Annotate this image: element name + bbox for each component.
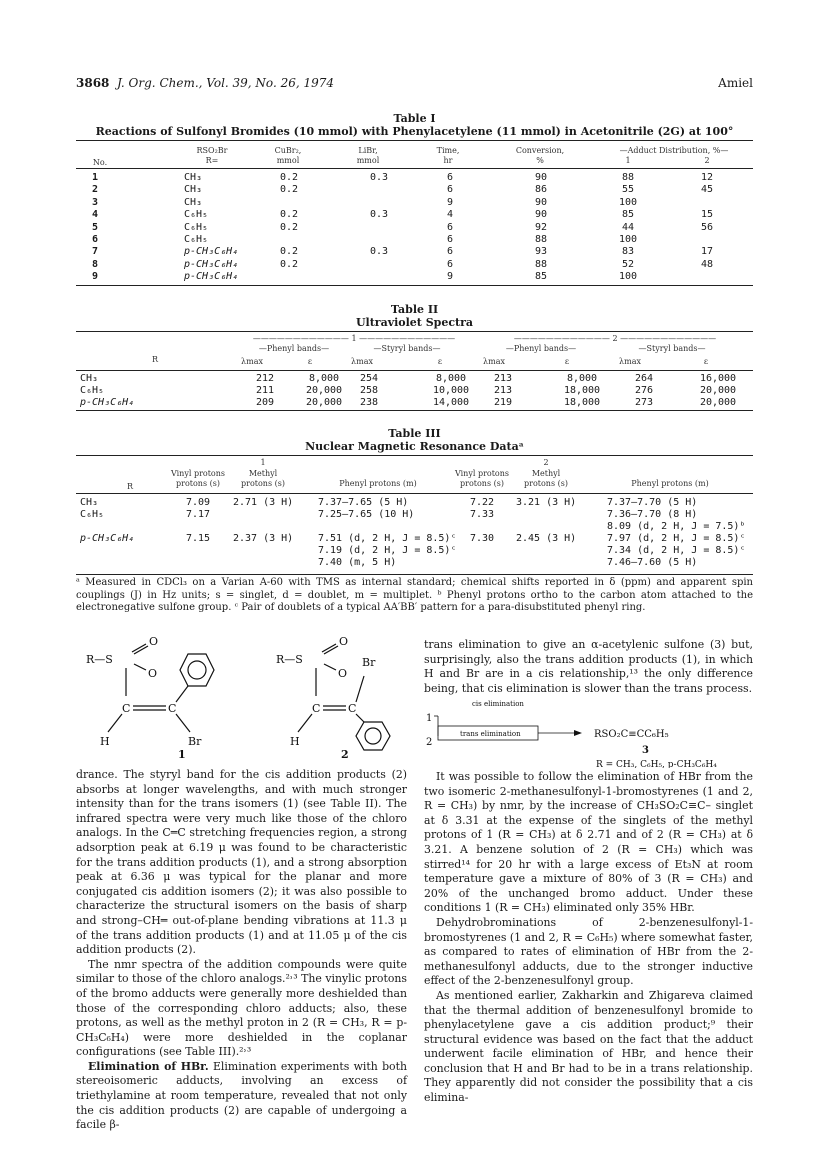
t2-head-styryl2: —Styryl bands— [638, 344, 706, 353]
t2-r1-c4: 8,000 [435, 373, 467, 384]
t1-head-adduct: —Adduct Distribution, %— [619, 146, 729, 155]
t2-r3-c5: 219 [493, 397, 513, 408]
struct1-o-top: O [149, 635, 159, 648]
t1-r5-c4: 6 [446, 221, 454, 233]
t1-r4-c1: C₆H₅ [184, 209, 209, 221]
t1-head-2: 2 [704, 156, 710, 165]
t2-r2-c1: 211 [255, 385, 275, 396]
struct2-o-bottom: O [338, 667, 348, 680]
t1-r7-c6: 83 [621, 246, 635, 258]
t1-head-libr: LiBr, [358, 146, 378, 155]
t1-r3-c5: 90 [534, 196, 548, 208]
t3-r3-phenyl1-0: 7.51 (d, 2 H, J = 8.5)ᶜ [318, 533, 457, 544]
struct1-h: H [100, 735, 110, 748]
t1-r7-c1: p-CH₃C₆H₄ [184, 246, 239, 258]
t1-r8-c7: 48 [700, 258, 714, 270]
right-paragraph-1: It was possible to follow the elimination of HBr from the two isomeric 2-methanesulfonyl-1-bromostyrenes (1 and 2, R = CH₃) by nmr, by the increase of CH₃SO₂C≡C– singlet at δ 3.31 at the expense of the singlets of the methyl protons of 1 (R = CH₃) at δ 2.71 and of 2 (R = CH₃) at δ 3.21. A benzene solution of 2 (R = CH₃) which was stirred¹⁴ for 20 hr with a large excess of Et₃N at room temperature gave a mixture of 80% of 3 (R = CH₃) and 20% of the unchanged bromo adduct. Under these conditions 1 (R = CH₃) eliminated only 35% HBr. [424, 770, 753, 915]
t1-r4-c7: 15 [700, 209, 714, 221]
struct1-r-so: R—S [86, 653, 113, 666]
t1-r4-c0: 4 [92, 209, 99, 221]
t1-r5-c7: 56 [700, 221, 714, 233]
scheme-reactant-2: 2 [426, 737, 433, 748]
struct2-h: H [290, 735, 300, 748]
t1-head-time: Time, [436, 146, 460, 155]
trans-elimination-label: trans elimination [460, 730, 521, 738]
t1-r8-c1: p-CH₃C₆H₄ [184, 258, 239, 270]
table1-title: Table I [393, 112, 436, 125]
t3-r1-methyl2: 3.21 (3 H) [516, 497, 577, 508]
t1-head-1: 1 [625, 156, 631, 165]
t2-head-sub1: ε [307, 357, 313, 366]
t3-head-methyl2: Methyl [531, 469, 561, 478]
t2-r3-c2: 20,000 [305, 397, 343, 408]
t1-r2-c5: 86 [534, 184, 548, 196]
struct1-ph-bond [176, 686, 188, 702]
table2-rule-head [76, 370, 753, 371]
t2-r3-c7: 273 [634, 397, 654, 408]
t1-r6-c0: 6 [92, 234, 99, 245]
t3-r3-r: p-CH₃C₆H₄ [80, 533, 135, 544]
struct1-phenyl-ring [180, 654, 214, 686]
page-number: 3868 [76, 76, 110, 90]
structures-1-2 [76, 630, 406, 760]
t2-r3-c8: 20,000 [699, 397, 737, 408]
t1-r7-c7: 17 [700, 246, 714, 258]
t1-r7-c4: 6 [446, 246, 454, 258]
t3-r2-phenyl1-0: 7.25–7.65 (10 H) [318, 509, 415, 520]
t1-r2-c6: 55 [621, 184, 635, 196]
t1-r4-c6: 85 [621, 209, 635, 221]
t1-r2-c4: 6 [446, 184, 454, 196]
table3-rule-top [76, 455, 753, 456]
t2-r1-c7: 264 [634, 373, 654, 384]
t2-r2-c7: 276 [634, 385, 654, 396]
t2-r1-c6: 8,000 [566, 373, 598, 384]
t1-r8-c2: 0.2 [280, 258, 299, 270]
t2-head-sub6: λmax [619, 357, 641, 366]
t2-head-sub2: λmax [351, 357, 373, 366]
t2-r2-c5: 213 [493, 385, 513, 396]
t1-r9-c6: 100 [618, 271, 638, 283]
t3-r2-vinyl2: 7.33 [469, 509, 495, 520]
t1-r8-c6: 52 [621, 258, 635, 270]
table3-caption: Nuclear Magnetic Resonance Dataᵃ [305, 440, 524, 453]
t1-r9-c1: p-CH₃C₆H₄ [184, 271, 239, 283]
t2-r3-c4: 14,000 [432, 397, 470, 408]
t1-r5-c5: 92 [534, 221, 548, 233]
t3-head-phenyl2: Phenyl protons (m) [631, 479, 709, 488]
t1-head-conv: Conversion, [515, 146, 565, 155]
t1-head-time-unit: hr [443, 156, 453, 165]
t1-r7-c0: 7 [92, 246, 99, 258]
t1-r1-c7: 12 [700, 172, 714, 183]
t1-r7-c3: 0.3 [370, 246, 389, 258]
struct2-phenyl-aromatic [365, 728, 381, 744]
struct2-phenyl-ring [356, 722, 390, 750]
t1-r8-c0: 8 [92, 258, 99, 270]
table1-rule-bottom [76, 285, 753, 286]
t2-head-sub7: ε [703, 357, 709, 366]
table1-caption: Reactions of Sulfonyl Bromides (10 mmol) with Phenylacetylene (11 mmol) in Acetonitrile (2G) at 100° [95, 125, 734, 138]
t1-head-cubr2-unit: mmol [276, 156, 300, 165]
table2-title: Table II [390, 303, 439, 316]
t2-r1-c8: 16,000 [699, 373, 737, 384]
struct1-br: Br [188, 735, 202, 748]
t1-r2-c7: 45 [700, 184, 714, 196]
journal-citation: J. Org. Chem., Vol. 39, No. 26, 1974 [117, 76, 335, 90]
t2-r3-c6: 18,000 [563, 397, 601, 408]
t3-head-vinyl1b: protons (s) [176, 479, 220, 488]
t2-r2-c6: 18,000 [563, 385, 601, 396]
t1-r8-c5: 88 [534, 258, 548, 270]
t1-r5-c1: C₆H₅ [184, 221, 209, 233]
t3-r2-r: C₆H₅ [80, 509, 105, 520]
t2-r2-c0: C₆H₅ [80, 385, 105, 396]
t1-head-conv-unit: % [536, 156, 544, 165]
struct2-ph-bond [356, 714, 364, 722]
left-column-text [76, 768, 407, 1133]
t1-r2-c0: 2 [92, 184, 99, 196]
t1-r6-c4: 6 [446, 234, 454, 245]
t3-head-methyl1: Methyl [248, 469, 278, 478]
t3-r1-vinyl1: 7.09 [185, 497, 211, 508]
t1-head-cubr2: CuBr₂, [274, 146, 302, 155]
right-paragraph-3: As mentioned earlier, Zakharkin and Zhigareva claimed that the thermal addition of benzenesulfonyl bromide to phenylacetylene gave a cis addition product;⁹ their structural evidence was based on the fact that the adduct underwent facile elimination of HBr, and hence their conclusion that H and Br had to be in a trans relationship. They apparently did not consider the possibility that a cis elimina- [424, 988, 753, 1105]
t1-head-r: R= [205, 156, 219, 165]
t3-head-vinyl2: Vinyl protons [454, 469, 510, 478]
struct2-o-top: O [339, 635, 349, 648]
struct1-o-bottom: O [148, 667, 158, 680]
t2-r3-c1: 209 [255, 397, 275, 408]
t1-r9-c0: 9 [92, 271, 99, 283]
t1-r1-c2: 0.2 [280, 172, 299, 183]
t1-r9-c4: 9 [446, 271, 454, 283]
t3-r3-phenyl2-0: 7.97 (d, 2 H, J = 8.5)ᶜ [607, 533, 746, 544]
table1-rule-head [76, 168, 753, 169]
t1-r3-c0: 3 [92, 196, 99, 208]
structure-1 [86, 635, 214, 748]
t1-head-no: No. [92, 158, 108, 167]
t2-head-sub0: λmax [241, 357, 263, 366]
struct2-label: 2 [341, 748, 349, 760]
t3-r1-methyl1: 2.71 (3 H) [233, 497, 294, 508]
struct1-phenyl-aromatic [188, 661, 206, 679]
t1-r1-c5: 90 [534, 172, 548, 183]
struct2-c-right: C [348, 702, 357, 715]
author-name: Amiel [718, 76, 753, 90]
struct2-h-bond [298, 714, 312, 732]
left-paragraph-2: The nmr spectra of the addition compounds were quite similar to those of the chloro analogs.²˒³ The vinylic protons of the bromo adducts were generally more deshielded than those of the corresponding chloro adducts; also, these protons, as well as the methyl proton in 2 (R = CH₃, R = p-CH₃C₆H₄) were more deshielded in the coplanar configurations (see Table III).²˒³ [76, 957, 407, 1059]
table3-footnote: ᵃ Measured in CDCl₃ on a Varian A-60 with TMS as internal standard; chemical shifts reported in δ (ppm) and apparent spin couplings (J) in Hz units; s = singlet, d = doublet, m = multiplet. ᵇ Phenyl protons ortho to the carbon atom attached to the electronegative sulfone group. ᶜ Pair of doublets of a typical AA′BB′ pattern for a para-disubstituted phenyl ring. [76, 577, 753, 613]
t1-r5-c0: 5 [92, 221, 99, 233]
t1-r4-c5: 90 [534, 209, 548, 221]
scheme-product: RSO₂C≡CC₆H₅ [594, 729, 669, 740]
table2-caption: Ultraviolet Spectra [355, 316, 474, 329]
left-paragraph-3-body: Elimination experiments with both stereoisomeric adducts, involving an excess of triethylamine at room temperature, revealed that not only the cis addition products (2) are capable of undergoing a facile β- [76, 1059, 407, 1132]
t2-r1-c2: 8,000 [308, 373, 340, 384]
right-column-top-text: trans elimination to give an α-acetylenic sulfone (3) but, surprisingly, also the trans addition products (1), in which H and Br are in a cis relationship,¹³ the only difference being, that cis elimination is slower than the trans process. [424, 638, 753, 695]
t3-r2-phenyl2-0: 7.36–7.70 (8 H) [607, 509, 698, 520]
t2-r1-c5: 213 [493, 373, 513, 384]
scheme-reactant-1: 1 [426, 713, 433, 724]
struct1-h-bond [108, 714, 122, 732]
t3-r3-phenyl1-1: 7.19 (d, 2 H, J = 8.5)ᶜ [318, 545, 457, 556]
t1-r5-c6: 44 [621, 221, 635, 233]
struct1-so-bond-bottom [134, 664, 146, 670]
t1-r6-c1: C₆H₅ [184, 234, 209, 245]
t3-r2-phenyl2-1: 8.09 (d, 2 H, J = 7.5)ᵇ [607, 521, 746, 532]
t3-head-methyl1b: protons (s) [241, 479, 285, 488]
t2-head-phenyl1: —Phenyl bands— [258, 344, 330, 353]
product-label: 3 [642, 745, 649, 756]
t1-r1-c4: 6 [446, 172, 454, 183]
t3-r1-phenyl1-0: 7.37–7.65 (5 H) [318, 497, 409, 508]
table2-rule-top [76, 331, 753, 332]
structure-2 [276, 635, 390, 750]
struct2-br-bond [356, 676, 364, 702]
left-paragraph-3 [76, 1060, 407, 1133]
t2-r3-c3: 238 [359, 397, 379, 408]
t2-head-r: R [151, 355, 159, 364]
elimination-scheme [424, 696, 753, 768]
t1-head-rso2br: RSO₂Br [196, 146, 228, 155]
t2-r3-c0: p-CH₃C₆H₄ [80, 397, 135, 408]
t3-head-methyl2b: protons (s) [524, 479, 568, 488]
t3-head-r: R [126, 482, 134, 491]
t3-r2-vinyl1: 7.17 [185, 509, 211, 520]
t1-r1-c3: 0.3 [370, 172, 389, 183]
struct2-r-so: R—S [276, 653, 303, 666]
t1-r9-c5: 85 [534, 271, 548, 283]
t3-r1-phenyl2-0: 7.37–7.70 (5 H) [607, 497, 698, 508]
t2-head-group2: ———————————— 2 ———————————— [513, 334, 717, 343]
table3-rule-bottom [76, 574, 753, 575]
t3-head-phenyl1: Phenyl protons (m) [339, 479, 417, 488]
t3-r3-phenyl1-2: 7.40 (m, 5 H) [318, 557, 397, 568]
struct2-so-bond-bottom [324, 664, 336, 670]
t3-r3-phenyl2-2: 7.46–7.60 (5 H) [607, 557, 698, 568]
t3-head-vinyl1: Vinyl protons [170, 469, 226, 478]
t2-r2-c2: 20,000 [305, 385, 343, 396]
struct1-label: 1 [178, 748, 186, 760]
t1-r3-c6: 100 [618, 196, 638, 208]
t2-r2-c8: 20,000 [699, 385, 737, 396]
t1-r2-c1: CH₃ [184, 184, 203, 196]
t1-r4-c2: 0.2 [280, 209, 299, 221]
t1-head-libr-unit: mmol [356, 156, 380, 165]
table3-title: Table III [388, 427, 441, 440]
running-header [76, 76, 753, 92]
t2-r1-c3: 254 [359, 373, 379, 384]
struct1-br-bond [176, 714, 190, 732]
t1-r1-c6: 88 [621, 172, 635, 183]
t1-r3-c4: 9 [446, 196, 454, 208]
t2-r1-c0: CH₃ [80, 373, 99, 384]
t2-head-phenyl2: —Phenyl bands— [505, 344, 577, 353]
t1-r2-c2: 0.2 [280, 184, 299, 196]
t2-head-sub5: ε [564, 357, 570, 366]
t3-head-vinyl2b: protons (s) [460, 479, 504, 488]
right-paragraph-2: Dehydrobrominations of 2-benzenesulfonyl-1-bromostyrenes (1 and 2, R = C₆H₅) where somewhat faster, as compared to rates of elimination of HBr from the 2-methanesulfonyl adducts, due to the stronger inductive effect of the 2-benzenesulfonyl group. [424, 915, 753, 988]
scheme-arrowhead [574, 730, 582, 736]
t1-r1-c1: CH₃ [184, 172, 203, 183]
t3-head-2: 2 [543, 458, 549, 467]
table3-rule-head [76, 493, 753, 494]
t2-r2-c4: 10,000 [432, 385, 470, 396]
table2-rule-bottom [76, 410, 753, 411]
t1-r8-c4: 6 [446, 258, 454, 270]
left-paragraph-1: drance. The styryl band for the cis addition products (2) absorbs at longer wavelengths, and with much stronger intensity than for the trans isomers (1) (see Table II). The infrared spectra were very much like those of the chloro analogs. In the C═C stretching frequencies region, a strong adsorption peak at 6.19 μ was found to be characteristic for the trans addition products (1), and a strong absorption peak at 6.36 μ was typical for the planar and more conjugated cis addition isomers (2); it was also possible to characterize the structural isomers on the basis of sharp and strong–CH═ out-of-plane bending vibrations at 11.3 μ of the trans addition products (1) and at 11.05 μ of the cis addition products (2). [76, 768, 407, 957]
struct1-c-right: C [168, 702, 177, 715]
t1-r1-c0: 1 [92, 172, 99, 183]
t1-r5-c2: 0.2 [280, 221, 299, 233]
struct2-br: Br [362, 656, 376, 669]
t3-r3-methyl1: 2.37 (3 H) [233, 533, 294, 544]
t2-head-group1: ———————————— 1 ———————————— [252, 334, 456, 343]
t1-r6-c6: 100 [618, 234, 638, 245]
t1-r7-c2: 0.2 [280, 246, 299, 258]
table1-rule-top [76, 140, 753, 141]
cis-elimination-label: cis elimination [472, 700, 524, 708]
t2-head-sub3: ε [437, 357, 443, 366]
t2-head-sub4: λmax [483, 357, 505, 366]
t1-r7-c5: 93 [534, 246, 548, 258]
t1-r6-c5: 88 [534, 234, 548, 245]
struct1-c-left: C [122, 702, 131, 715]
page-header-left [76, 76, 334, 90]
t2-r2-c3: 258 [359, 385, 379, 396]
t3-r1-r: CH₃ [80, 497, 99, 508]
t3-r3-vinyl1: 7.15 [185, 533, 211, 544]
right-column-text [424, 770, 753, 1106]
t3-r1-vinyl2: 7.22 [469, 497, 495, 508]
struct2-c-left: C [312, 702, 321, 715]
t3-head-1: 1 [260, 458, 266, 467]
t1-r3-c1: CH₃ [184, 196, 203, 208]
t2-r1-c1: 212 [255, 373, 275, 384]
t3-r3-methyl2: 2.45 (3 H) [516, 533, 577, 544]
t1-r4-c3: 0.3 [370, 209, 389, 221]
t3-r3-vinyl2: 7.30 [469, 533, 495, 544]
t3-r3-phenyl2-1: 7.34 (d, 2 H, J = 8.5)ᶜ [607, 545, 746, 556]
t2-head-styryl1: —Styryl bands— [373, 344, 441, 353]
t1-r4-c4: 4 [446, 209, 454, 221]
r-definition: R = CH₃, C₆H₅, p-CH₃C₆H₄ [596, 760, 717, 768]
section-heading: Elimination of HBr. [88, 1059, 209, 1073]
